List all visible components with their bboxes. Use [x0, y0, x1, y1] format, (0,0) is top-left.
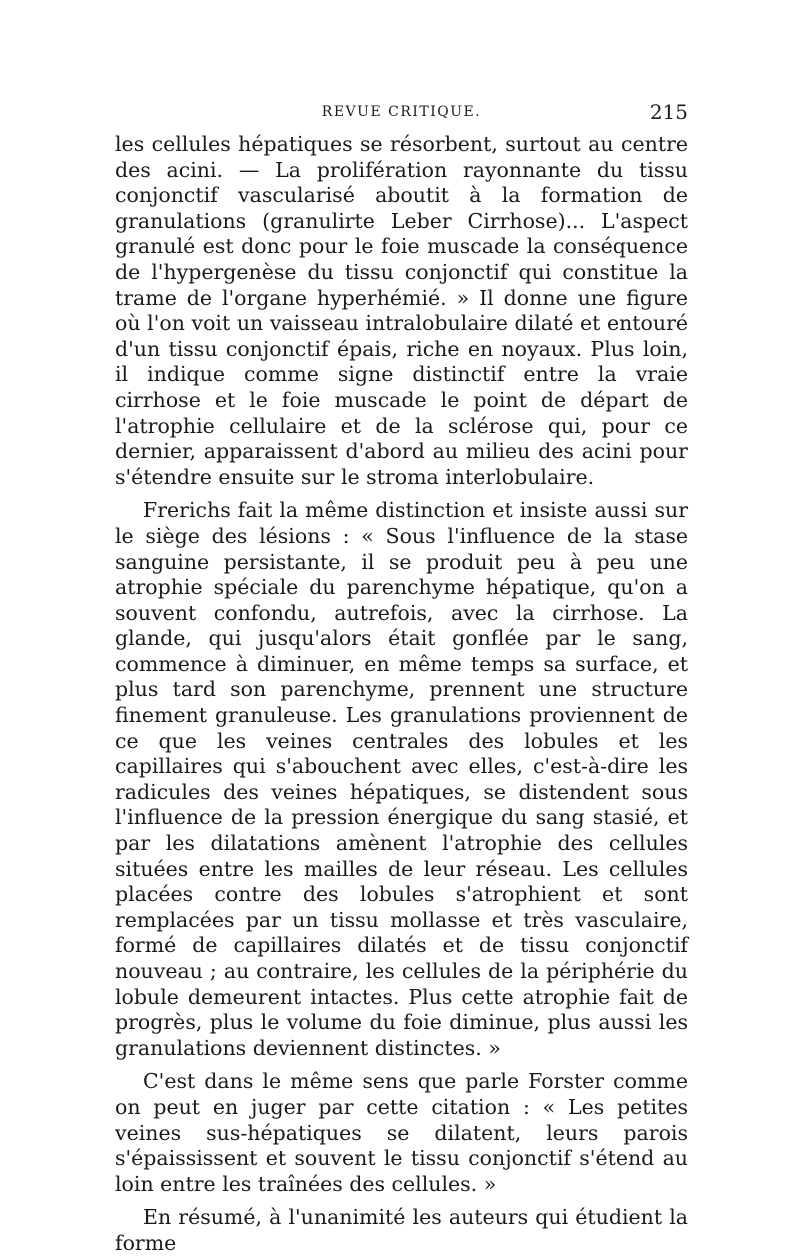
paragraph-continuation: les cellules hépatiques se résorbent, surtout au centre des acini. — La prolifération rayonnante du tissu conjonctif vascularisé aboutit à la formation de granulations (granulirte Leber Cirrhose)... L'aspect granulé est donc pour le foie muscade la conséquence de l'hypergenèse du tissu conjonctif qui constitue la trame de l'organe hyperhémié. » Il donne une figure où l'on voit un vaisseau intralobulaire dilaté et entouré d'un tissu conjonctif épais, riche en noyaux. Plus loin, il indique comme signe distinctif entre la vraie cirrhose et le foie muscade le point de départ de l'atrophie cellulaire et de la sclérose qui, pour ce dernier, apparaissent d'abord au milieu des acini pour s'étendre ensuite sur le stroma interlobulaire. — [115, 132, 688, 489]
paragraph-forster: C'est dans le même sens que parle Forster comme on peut en juger par cette citation : « Les petites veines sus-hépatiques se dilatent, leurs parois s'épaississent et souvent le tissu conjonctif s'étend au loin entre les traînées des cellules. » — [115, 1069, 688, 1196]
book-page — [115, 96, 688, 1257]
paragraph-frerichs: Frerichs fait la même distinction et insiste aussi sur le siège des lésions : « Sous l'influence de la stase sanguine persistante, il se produit peu à peu une atrophie spéciale du parenchyme hépatique, qu'on a souvent confondu, autrefois, avec la cirrhose. La glande, qui jusqu'alors était gonflée par le sang, commence à diminuer, en même temps sa surface, et plus tard son parenchyme, prennent une structure finement granuleuse. Les granulations proviennent de ce que les veines centrales des lobules et les capillaires qui s'abouchent avec elles, c'est-à-dire les radicules des veines hépatiques, se distendent sous l'influence de la pression énergique du sang stasié, et par les dilatations amènent l'atrophie des cellules situées entre les mailles de leur réseau. Les cellules placées contre des lobules s'atrophient et sont remplacées par un tissu mollasse et très vasculaire, formé de capillaires dilatés et de tissu conjonctif nouveau ; au contraire, les cellules de la périphérie du lobule demeurent intactes. Plus cette atrophie fait de progrès, plus le volume du foie diminue, plus aussi les granulations deviennent distinctes. » — [115, 498, 688, 1060]
page-number: 215 — [649, 100, 688, 124]
running-head: REVUE CRITIQUE. — [321, 104, 482, 120]
page-body — [115, 132, 688, 1257]
page-header — [115, 96, 688, 132]
paragraph-summary: En résumé, à l'unanimité les auteurs qui étudient la forme — [115, 1205, 688, 1255]
